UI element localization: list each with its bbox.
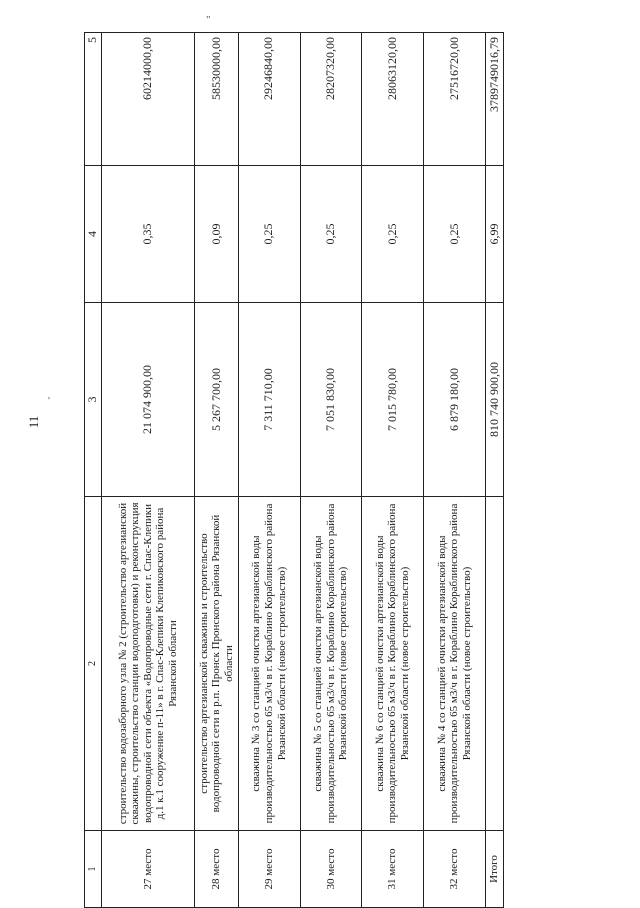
header-row [85, 33, 102, 908]
total-cell: 60214000,00 [101, 33, 195, 166]
amount-cell: 7 311 710,00 [238, 303, 300, 497]
total-cell: 28207320,00 [300, 33, 362, 166]
table-row [362, 33, 424, 908]
description-cell: скважина № 4 со станцией очистки артезианской воды производительностью 65 м3/ч в г. Кораблино Кораблинского района Рязанской области (новое строительство) [424, 497, 486, 831]
header-cell: 5 [85, 33, 102, 166]
place-cell: 30 место [300, 831, 362, 908]
table-row [424, 33, 486, 908]
coefficient-cell: 0,09 [195, 166, 239, 303]
grand-total-cell: 3789749016,79 [485, 33, 503, 166]
amount-cell: 5 267 700,00 [195, 303, 239, 497]
coefficient-cell: 0,25 [238, 166, 300, 303]
table-row [300, 33, 362, 908]
scan-speck: " [206, 14, 211, 26]
coefficient-cell: 0,35 [101, 166, 195, 303]
coefficient-cell: 0,25 [424, 166, 486, 303]
description-cell: скважина № 6 со станцией очистки артезианской воды производительностью 65 м3/ч в г. Кораблино Кораблинского района Рязанской области (новое строительство) [362, 497, 424, 831]
amount-cell: 7 015 780,00 [362, 303, 424, 497]
page-number: 11 [26, 415, 41, 429]
place-cell: 27 место [101, 831, 195, 908]
description-cell: скважина № 3 со станцией очистки артезианской воды производительностью 65 м3/ч в г. Кораблино Кораблинского района Рязанской области (новое строительство) [238, 497, 300, 831]
header-cell: 4 [85, 166, 102, 303]
total-coefficient-cell: 6,99 [485, 166, 503, 303]
scan-speck: ' [48, 395, 50, 407]
amount-cell: 7 051 830,00 [300, 303, 362, 497]
total-amount-cell: 810 740 900,00 [485, 303, 503, 497]
header-cell: 2 [85, 497, 102, 831]
description-cell: строительство артезианской скважины и строительство водопроводной сети в р.п. Пронск Пронского района Рязанской области [195, 497, 239, 831]
total-description-cell [485, 497, 503, 831]
total-label: Итого [485, 831, 503, 908]
table-row [195, 33, 239, 908]
header-cell: 1 [85, 831, 102, 908]
table-row [238, 33, 300, 908]
place-cell: 31 место [362, 831, 424, 908]
place-cell: 32 место [424, 831, 486, 908]
header-cell: 3 [85, 303, 102, 497]
description-cell: скважина № 5 со станцией очистки артезианской воды производительностью 65 м3/ч в г. Кораблино Кораблинского района Рязанской области (новое строительство) [300, 497, 362, 831]
coefficient-cell: 0,25 [300, 166, 362, 303]
objects-table [84, 32, 504, 908]
amount-cell: 6 879 180,00 [424, 303, 486, 497]
place-cell: 29 место [238, 831, 300, 908]
table-row [101, 33, 195, 908]
coefficient-cell: 0,25 [362, 166, 424, 303]
amount-cell: 21 074 900,00 [101, 303, 195, 497]
total-row [485, 33, 503, 908]
rotated-table-container [84, 37, 504, 908]
description-cell: строительство водозаборного узла № 2 (строительство артезианской скважины, строительство станции водоподготовки) и реконструкция водопроводной сети объекта «Водопроводные сети г. Спас-Клепики д.1 к.1 сооружение п-11» в г. Спас-Клепики Клепиковского района Рязанской области [101, 497, 195, 831]
total-cell: 27516720,00 [424, 33, 486, 166]
place-cell: 28 место [195, 831, 239, 908]
total-cell: 58530000,00 [195, 33, 239, 166]
total-cell: 29246840,00 [238, 33, 300, 166]
total-cell: 28063120,00 [362, 33, 424, 166]
